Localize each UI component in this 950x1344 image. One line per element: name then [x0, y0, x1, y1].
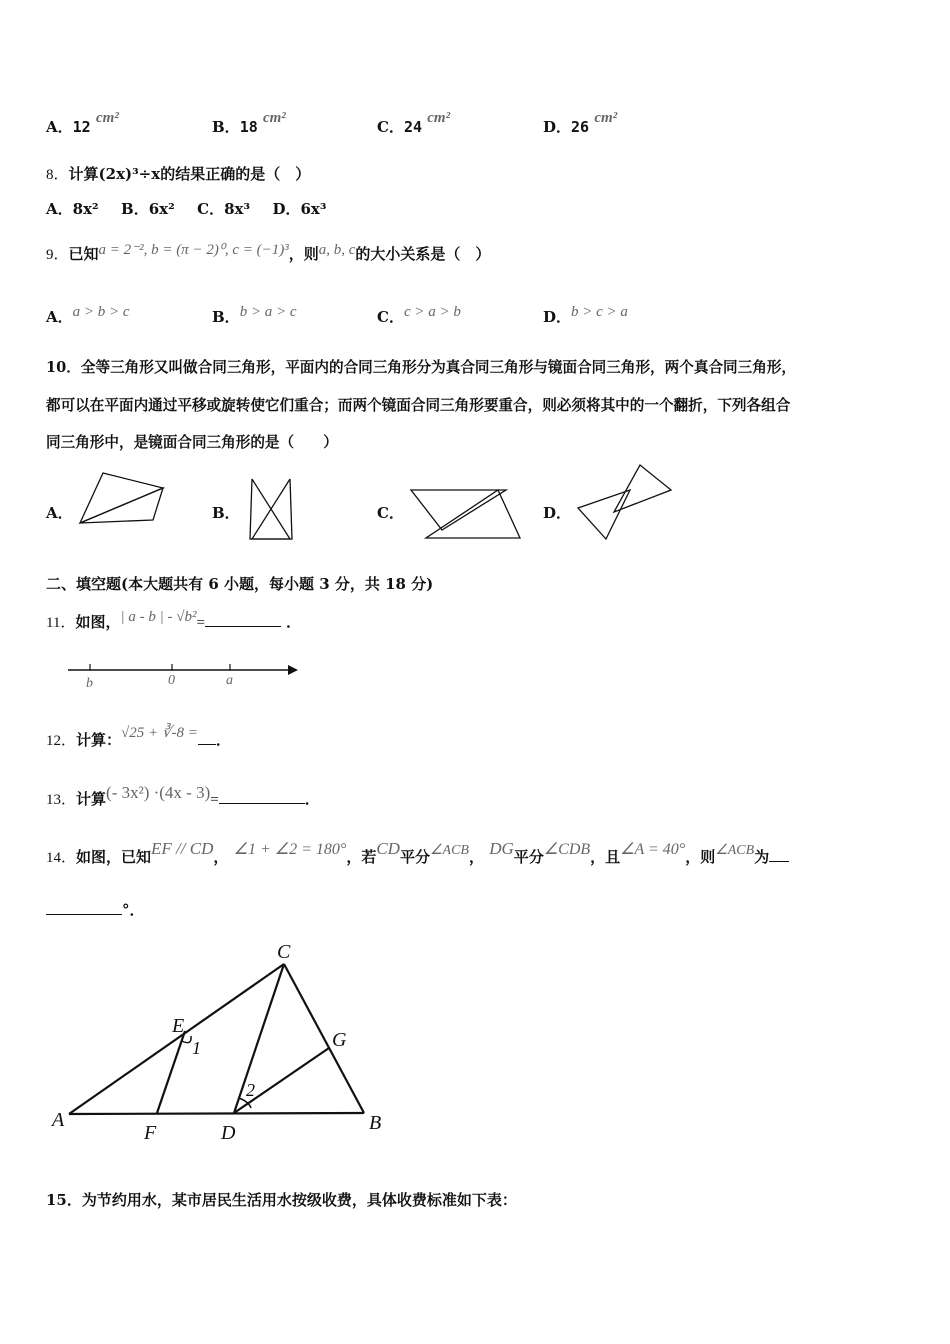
label-angle-1: 1 — [192, 1038, 201, 1058]
q15-stem: 15．为节约用水，某市居民生活用水按级收费，具体收费标准如下表： — [46, 1191, 517, 1209]
q7-option-d: D．26 cm² — [543, 110, 618, 136]
q10-line-3: 同三角形中，是镜面合同三角形的是（ ） — [46, 434, 338, 451]
label-d: D — [221, 1122, 236, 1144]
q13-answer-blank[interactable] — [219, 789, 305, 804]
q14-answer-blank-b[interactable] — [46, 900, 122, 915]
q10-line-2: 都可以在平面内通过平移或旋转使它们重合；而两个镜面合同三角形要重合，则必须将其中的一个翻折，下列各组合 — [46, 397, 791, 414]
label-angle-2: 2 — [246, 1080, 255, 1100]
q14-answer-blank-a[interactable] — [769, 847, 789, 862]
label-a: A — [52, 1109, 65, 1131]
q14-stem-continued: °． — [46, 899, 145, 920]
q14-stem: 14．如图，已知EF // CD， ∠1 + ∠2 = 180°，若CD平分∠ACB， DG平分∠CDB，且∠A = 40°，则∠ACB为 — [46, 846, 789, 867]
axis-label-zero: 0 — [168, 673, 175, 688]
q8-options: A．8x² B．6x² C．8x³ D．6x³ — [46, 200, 327, 218]
q10-option-b-label: B． — [212, 504, 240, 522]
q9-stem: 9．已知a = 2⁻², b = (π − 2)⁰, c = (−1)³，则a, b, c的大小关系是（ ） — [46, 242, 491, 263]
q7-option-b: B．18 cm² — [212, 110, 286, 136]
axis-label-a: a — [226, 673, 233, 688]
q8-stem: 8．计算(2x)³÷x的结果正确的是（ ） — [46, 165, 311, 183]
q10-line-1: 10．全等三角形又叫做合同三角形，平面内的合同三角形分为真合同三角形与镜面合同三角形，两个真合同三角形， — [46, 359, 797, 376]
q12-stem: 12．计算：√25 + ∛-8 = ． — [46, 725, 231, 749]
segment-cb — [284, 964, 364, 1113]
q10-option-d-label: D． — [543, 504, 572, 522]
segment-dc — [234, 964, 284, 1113]
label-b: B — [369, 1112, 382, 1134]
q10-figure-a — [78, 468, 168, 528]
q9-option-b: B．b > a > c — [212, 304, 297, 326]
q12-answer-blank[interactable] — [198, 730, 216, 745]
q13-stem: 13．计算(- 3x²) ·(4x - 3)= ． — [46, 783, 320, 808]
q7-option-a: A．12 cm² — [46, 110, 119, 136]
q11-stem: 11．如图，| a - b | - √b²= ． — [46, 609, 302, 631]
label-e: E — [172, 1015, 185, 1037]
label-g: G — [332, 1029, 347, 1051]
q11-number-line — [60, 660, 305, 690]
segment-ab — [69, 1113, 364, 1114]
q10-figure-d — [574, 462, 674, 542]
q7-option-c: C．24 cm² — [377, 110, 451, 136]
section-2-title: 二、填空题(本大题共有 6 小题，每小题 3 分，共 18 分) — [46, 575, 434, 593]
label-c: C — [277, 941, 291, 963]
q10-figure-c — [408, 486, 526, 542]
axis-label-b: b — [86, 676, 93, 691]
q9-option-a: A．a > b > c — [46, 304, 130, 326]
q11-answer-blank[interactable] — [205, 612, 281, 627]
label-f: F — [144, 1122, 157, 1144]
q9-option-d: D．b > c > a — [543, 304, 628, 326]
q10-option-a-label: A． — [46, 504, 73, 522]
q14-triangle-figure — [44, 936, 394, 1146]
q10-option-c-label: C． — [377, 504, 404, 522]
q9-option-c: C．c > a > b — [377, 304, 461, 326]
q10-figure-b — [242, 476, 302, 542]
